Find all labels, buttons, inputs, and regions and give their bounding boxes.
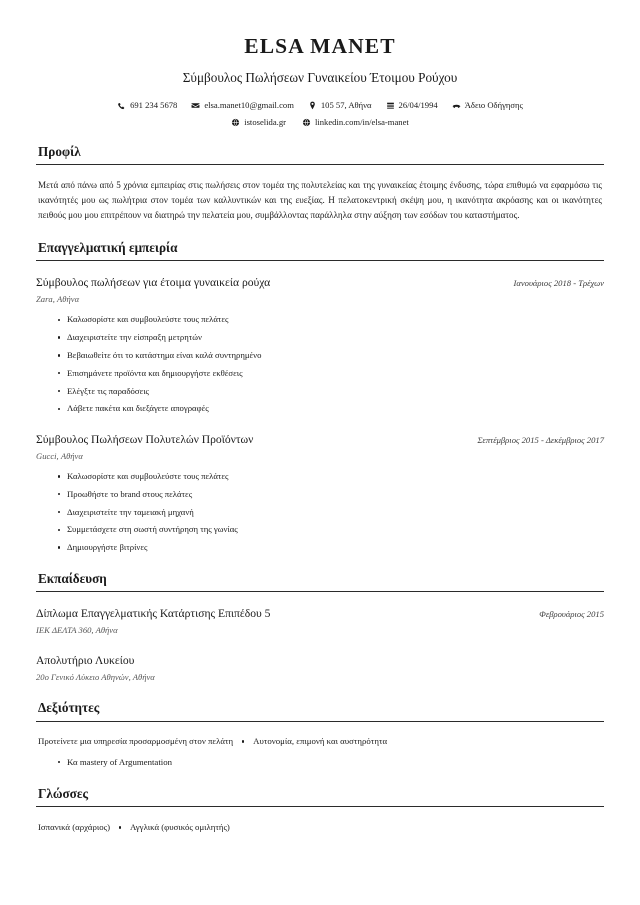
section-divider: [36, 260, 604, 261]
contact-phone[interactable]: [117, 101, 177, 110]
section-heading-skills: Δεξιότητες: [38, 700, 100, 716]
globe-icon: [302, 118, 311, 127]
section-education: [36, 571, 604, 684]
contact-website[interactable]: [231, 118, 286, 127]
section-divider: [36, 721, 604, 722]
education-entry-header: [36, 606, 604, 621]
list-item: Επισημάνετε προϊόντα και δημιουργήστε εκθέσεις: [58, 368, 604, 379]
skills-inline-row: [38, 735, 602, 748]
list-item: Καλωσορίστε και συμβουλεύστε τους πελάτες: [58, 314, 604, 325]
section-divider: [36, 164, 604, 165]
resume-header: [36, 34, 604, 127]
envelope-icon: [191, 101, 200, 110]
education-entry: [36, 653, 604, 683]
contact-birthdate-text: 26/04/1994: [398, 100, 438, 111]
language-item: Αγγλικά (φυσικός ομιλητής): [130, 822, 230, 833]
education-entry: [36, 606, 604, 636]
section-heading-languages: Γλώσσες: [38, 785, 89, 801]
education-degree: Απολυτήριο Λυκείου: [36, 654, 135, 668]
bullet-separator-icon: [233, 740, 253, 743]
experience-company: Gucci, Αθήνα: [36, 450, 83, 461]
experience-job-title: Σύμβουλος Πωλήσεων Πολυτελών Προϊόντων: [36, 432, 254, 446]
section-heading-experience: Επαγγελματική εμπειρία: [38, 239, 178, 255]
contact-location: [308, 101, 372, 110]
profile-text: Μετά από πάνω από 5 χρόνια εμπειρίας στις πωλήσεις στον τομέα της πολυτελείας και της γυναικείας έτοιμης ένδυσης, τώρα επιθυμώ να εφαρμόσω τις ικανότητές μου ως πωλήτρια στον τομέα των καλλυντικών και της ευεξίας. Η πελατοκεντρική σκέψη μου, η ικανότητα ακρόασης και οι ικανότητες πειθούς μου μου επιτρέπουν να διατηρώ την πελατεία μου, συμβάλλοντας παράλληλα στην αύξηση των εσόδων του καταστήματος.: [38, 180, 602, 220]
skills-list: [36, 757, 604, 769]
language-item: Ισπανικά (αρχάριος): [38, 822, 111, 833]
section-experience: [36, 240, 604, 554]
skill-item: Προτείνετε μια υπηρεσία προσαρμοσμένη στον πελάτη: [38, 735, 234, 746]
contact-driving-license-text: Άδειο Οδήγησης: [464, 100, 523, 111]
experience-job-title: Σύμβουλος πωλήσεων για έτοιμα γυναικεία ρούχα: [36, 276, 271, 290]
contact-email-text: elsa.manet10@gmail.com: [204, 100, 294, 111]
location-pin-icon: [308, 101, 317, 110]
section-heading-profile: Προφίλ: [38, 143, 81, 159]
list-item: Κα mastery of Argumentation: [58, 757, 604, 769]
section-divider: [36, 591, 604, 592]
education-institution: 20ο Γενικό Λύκειο Αθηνών, Αθήνα: [36, 672, 155, 683]
experience-date-range: Σεπτέμβριος 2015 - Δεκέμβριος 2017: [477, 434, 604, 445]
car-icon: [452, 101, 461, 110]
skill-item: Αυτονομία, επιμονή και αυστηρότητα: [253, 735, 388, 746]
section-heading-education: Εκπαίδευση: [38, 570, 107, 586]
list-item: Συμμετάσχετε στη σωστή συντήρηση της γωνίας: [58, 524, 604, 535]
experience-date-range: Ιανουάριος 2018 - Τρέχων: [513, 278, 604, 289]
experience-responsibility-list: [36, 471, 604, 554]
globe-icon: [231, 118, 240, 127]
calendar-icon: [386, 101, 395, 110]
list-item: Διαχειριστείτε την είσπραξη μετρητών: [58, 332, 604, 343]
contact-location-text: 105 57, Αθήνα: [320, 100, 372, 111]
education-degree: Δίπλωμα Επαγγελματικής Κατάρτισης Επιπέδου 5: [36, 607, 271, 621]
list-item: Διαχειριστείτε την ταμειακή μηχανή: [58, 507, 604, 518]
contact-row-primary: [36, 101, 604, 110]
contact-website-text: istoselida.gr: [244, 117, 286, 128]
candidate-job-title: Σύμβουλος Πωλήσεων Γυναικείου Έτοιμου Ρούχου: [182, 69, 458, 85]
languages-row: [38, 821, 602, 834]
contact-email[interactable]: [191, 101, 294, 110]
experience-responsibility-list: [36, 314, 604, 414]
education-entry-header: [36, 653, 604, 668]
list-item: Προωθήστε το brand στους πελάτες: [58, 489, 604, 500]
section-divider: [36, 806, 604, 807]
list-item: Βεβαιωθείτε ότι το κατάστημα είναι καλά συντηρημένο: [58, 350, 604, 361]
contact-linkedin[interactable]: [302, 118, 409, 127]
list-item: Καλωσορίστε και συμβουλεύστε τους πελάτες: [58, 471, 604, 482]
contact-linkedin-text: linkedin.com/in/elsa-manet: [314, 117, 409, 128]
section-languages: [36, 786, 604, 834]
list-item: Ελέγξτε τις παραδόσεις: [58, 386, 604, 397]
list-item: Λάβετε πακέτα και διεξάγετε απογραφές: [58, 403, 604, 414]
contact-driving-license: [452, 101, 523, 110]
list-item: Δημιουργήστε βιτρίνες: [58, 542, 604, 553]
experience-entry-header: [36, 275, 604, 290]
bullet-separator-icon: [110, 826, 130, 829]
education-institution: IEK ΔΕΛΤΑ 360, Αθήνα: [36, 625, 118, 636]
contact-birthdate: [386, 101, 438, 110]
section-profile: [36, 144, 604, 223]
experience-entry: [36, 275, 604, 415]
contact-phone-text: 691 234 5678: [130, 100, 178, 111]
education-date: Φεβρουάριος 2015: [539, 609, 604, 620]
experience-entry-header: [36, 432, 604, 447]
section-skills: [36, 700, 604, 768]
candidate-name: ELSA MANET: [244, 34, 396, 58]
experience-company: Zara, Αθήνα: [36, 294, 80, 305]
contact-row-secondary: [36, 118, 604, 127]
phone-icon: [117, 101, 126, 110]
experience-entry: [36, 432, 604, 554]
